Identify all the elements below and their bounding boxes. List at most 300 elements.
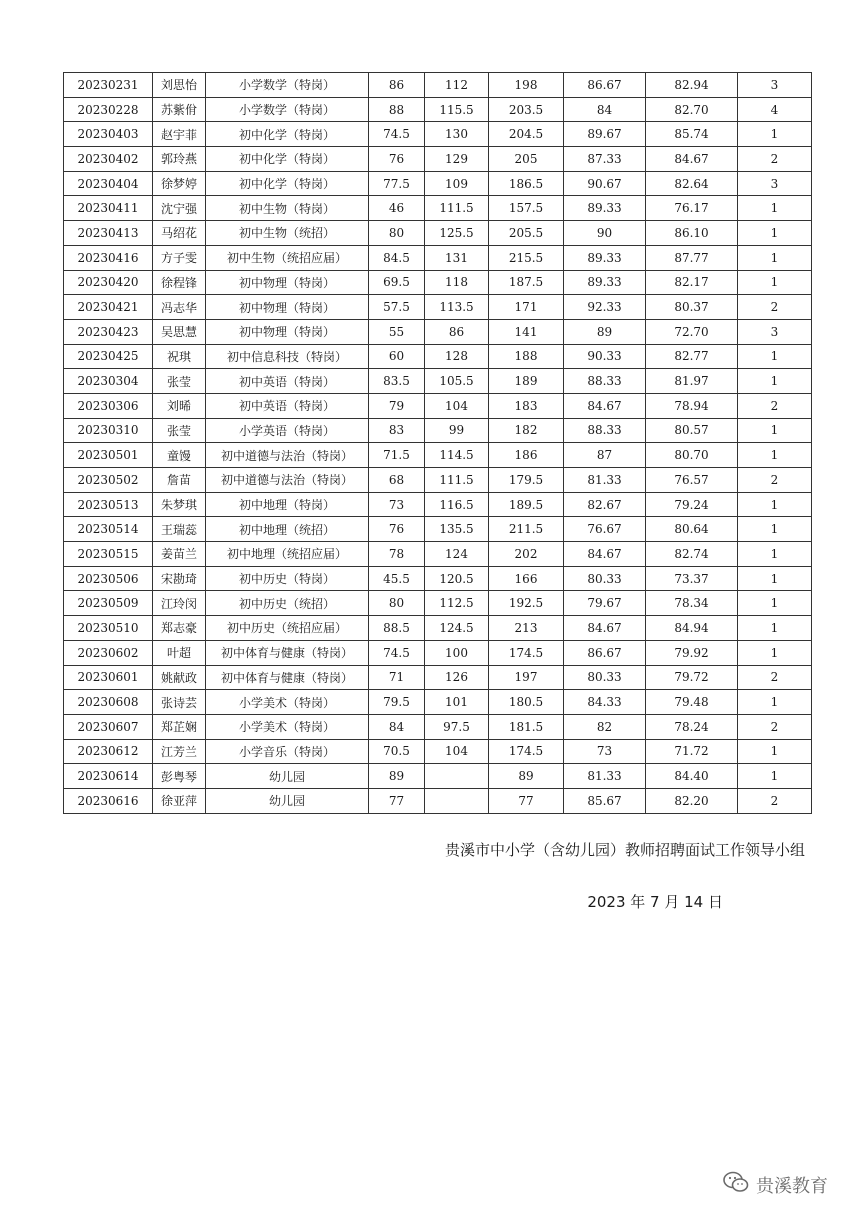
rank-cell: 1 [738,640,812,665]
final-score-cell: 84.40 [646,764,738,789]
position-cell: 初中地理（特岗） [206,492,369,517]
final-score-cell: 76.57 [646,468,738,493]
candidate-name-cell: 姚献政 [153,665,206,690]
rank-cell: 1 [738,418,812,443]
rank-cell: 1 [738,221,812,246]
table-row [64,616,812,641]
written-score-b-cell: 111.5 [425,196,489,221]
exam-id-cell: 20230510 [64,616,153,641]
written-score-a-cell: 71.5 [369,443,425,468]
written-score-b-cell: 112 [425,73,489,98]
position-cell: 初中信息科技（特岗） [206,344,369,369]
interview-score-cell: 82 [564,714,646,739]
table-row [64,369,812,394]
table-body [64,73,812,814]
written-total-cell: 180.5 [489,690,564,715]
written-score-b-cell: 105.5 [425,369,489,394]
candidate-name-cell: 姜苗兰 [153,542,206,567]
exam-id-cell: 20230608 [64,690,153,715]
written-score-b-cell: 128 [425,344,489,369]
written-score-b-cell: 115.5 [425,97,489,122]
written-score-b-cell: 104 [425,393,489,418]
exam-id-cell: 20230509 [64,591,153,616]
candidate-name-cell: 郑芷娴 [153,714,206,739]
exam-id-cell: 20230231 [64,73,153,98]
exam-id-cell: 20230404 [64,171,153,196]
position-cell: 幼儿园 [206,764,369,789]
interview-score-cell: 89.67 [564,122,646,147]
written-score-a-cell: 79 [369,393,425,418]
written-score-b-cell: 99 [425,418,489,443]
interview-score-cell: 81.33 [564,468,646,493]
written-score-a-cell: 74.5 [369,122,425,147]
rank-cell: 1 [738,616,812,641]
position-cell: 初中物理（特岗） [206,319,369,344]
watermark-text: 贵溪教育 [756,1175,828,1197]
rank-cell: 1 [738,591,812,616]
table-row [64,319,812,344]
written-score-a-cell: 89 [369,764,425,789]
written-score-b-cell: 124.5 [425,616,489,641]
rank-cell: 1 [738,739,812,764]
candidate-name-cell: 刘思怡 [153,73,206,98]
table-row [64,690,812,715]
interview-score-cell: 82.67 [564,492,646,517]
rank-cell: 1 [738,270,812,295]
final-score-cell: 84.67 [646,147,738,172]
final-score-cell: 80.64 [646,517,738,542]
written-score-a-cell: 73 [369,492,425,517]
interview-score-cell: 81.33 [564,764,646,789]
issue-date: 2023 年 7 月 14 日 [587,893,723,911]
rank-cell: 2 [738,788,812,813]
position-cell: 小学数学（特岗） [206,73,369,98]
position-cell: 小学英语（特岗） [206,418,369,443]
final-score-cell: 78.94 [646,393,738,418]
written-score-b-cell: 125.5 [425,221,489,246]
exam-id-cell: 20230413 [64,221,153,246]
written-score-a-cell: 71 [369,665,425,690]
position-cell: 初中生物（特岗） [206,196,369,221]
interview-score-cell: 92.33 [564,295,646,320]
exam-id-cell: 20230501 [64,443,153,468]
rank-cell: 2 [738,665,812,690]
final-score-cell: 79.92 [646,640,738,665]
written-score-b-cell [425,788,489,813]
results-table [63,72,812,814]
written-score-a-cell: 46 [369,196,425,221]
candidate-name-cell: 张诗芸 [153,690,206,715]
rank-cell: 1 [738,122,812,147]
table-row [64,196,812,221]
table-row [64,73,812,98]
written-total-cell: 198 [489,73,564,98]
final-score-cell: 78.34 [646,591,738,616]
final-score-cell: 82.20 [646,788,738,813]
final-score-cell: 87.77 [646,245,738,270]
table-row [64,517,812,542]
table-row [64,591,812,616]
position-cell: 初中道德与法治（特岗） [206,443,369,468]
written-score-a-cell: 77.5 [369,171,425,196]
interview-score-cell: 88.33 [564,418,646,443]
table-row [64,566,812,591]
rank-cell: 2 [738,468,812,493]
candidate-name-cell: 祝琪 [153,344,206,369]
written-score-a-cell: 78 [369,542,425,567]
written-score-b-cell: 130 [425,122,489,147]
rank-cell: 1 [738,566,812,591]
exam-id-cell: 20230502 [64,468,153,493]
written-total-cell: 166 [489,566,564,591]
written-score-a-cell: 77 [369,788,425,813]
exam-id-cell: 20230416 [64,245,153,270]
rank-cell: 2 [738,714,812,739]
table-row [64,739,812,764]
written-score-b-cell: 113.5 [425,295,489,320]
written-total-cell: 77 [489,788,564,813]
position-cell: 初中地理（统招） [206,517,369,542]
interview-score-cell: 89.33 [564,245,646,270]
written-total-cell: 189 [489,369,564,394]
interview-score-cell: 80.33 [564,665,646,690]
written-total-cell: 182 [489,418,564,443]
candidate-name-cell: 詹苗 [153,468,206,493]
position-cell: 幼儿园 [206,788,369,813]
table-row [64,788,812,813]
written-score-a-cell: 88.5 [369,616,425,641]
exam-id-cell: 20230513 [64,492,153,517]
rank-cell: 1 [738,542,812,567]
exam-id-cell: 20230602 [64,640,153,665]
rank-cell: 3 [738,171,812,196]
written-total-cell: 171 [489,295,564,320]
exam-id-cell: 20230402 [64,147,153,172]
position-cell: 小学美术（特岗） [206,714,369,739]
table-row [64,714,812,739]
written-total-cell: 189.5 [489,492,564,517]
candidate-name-cell: 沈宁强 [153,196,206,221]
written-total-cell: 181.5 [489,714,564,739]
interview-score-cell: 89.33 [564,196,646,221]
final-score-cell: 79.48 [646,690,738,715]
position-cell: 初中历史（统招应届） [206,616,369,641]
written-total-cell: 183 [489,393,564,418]
table-row [64,665,812,690]
interview-score-cell: 84.33 [564,690,646,715]
written-score-a-cell: 84.5 [369,245,425,270]
rank-cell: 2 [738,295,812,320]
final-score-cell: 82.94 [646,73,738,98]
final-score-cell: 82.64 [646,171,738,196]
rank-cell: 1 [738,196,812,221]
position-cell: 初中物理（特岗） [206,295,369,320]
written-score-a-cell: 69.5 [369,270,425,295]
written-total-cell: 186.5 [489,171,564,196]
watermark [722,1170,828,1199]
candidate-name-cell: 朱梦琪 [153,492,206,517]
written-score-a-cell: 80 [369,591,425,616]
table-row [64,171,812,196]
written-score-b-cell: 118 [425,270,489,295]
candidate-name-cell: 冯志华 [153,295,206,320]
candidate-name-cell: 苏紫佾 [153,97,206,122]
candidate-name-cell: 徐程锋 [153,270,206,295]
candidate-name-cell: 张莹 [153,369,206,394]
candidate-name-cell: 宋勘琦 [153,566,206,591]
exam-id-cell: 20230612 [64,739,153,764]
written-total-cell: 203.5 [489,97,564,122]
written-score-b-cell: 129 [425,147,489,172]
candidate-name-cell: 徐亚萍 [153,788,206,813]
exam-id-cell: 20230614 [64,764,153,789]
final-score-cell: 80.57 [646,418,738,443]
position-cell: 初中化学（特岗） [206,147,369,172]
exam-id-cell: 20230411 [64,196,153,221]
exam-id-cell: 20230304 [64,369,153,394]
rank-cell: 3 [738,73,812,98]
written-score-a-cell: 76 [369,147,425,172]
interview-score-cell: 80.33 [564,566,646,591]
interview-score-cell: 89.33 [564,270,646,295]
position-cell: 初中英语（特岗） [206,393,369,418]
written-score-b-cell: 126 [425,665,489,690]
written-score-a-cell: 74.5 [369,640,425,665]
interview-score-cell: 90.33 [564,344,646,369]
final-score-cell: 82.17 [646,270,738,295]
written-total-cell: 213 [489,616,564,641]
table-row [64,468,812,493]
exam-id-cell: 20230607 [64,714,153,739]
candidate-name-cell: 吴思慧 [153,319,206,344]
final-score-cell: 82.77 [646,344,738,369]
table-row [64,147,812,172]
candidate-name-cell: 方子雯 [153,245,206,270]
written-total-cell: 157.5 [489,196,564,221]
exam-id-cell: 20230616 [64,788,153,813]
written-score-a-cell: 83 [369,418,425,443]
final-score-cell: 86.10 [646,221,738,246]
written-total-cell: 192.5 [489,591,564,616]
table-row [64,764,812,789]
position-cell: 初中历史（统招） [206,591,369,616]
written-score-a-cell: 83.5 [369,369,425,394]
candidate-name-cell: 叶超 [153,640,206,665]
table-row [64,393,812,418]
written-score-b-cell: 131 [425,245,489,270]
written-total-cell: 174.5 [489,640,564,665]
written-score-b-cell: 114.5 [425,443,489,468]
final-score-cell: 72.70 [646,319,738,344]
written-score-b-cell: 100 [425,640,489,665]
written-total-cell: 186 [489,443,564,468]
written-total-cell: 202 [489,542,564,567]
table-row [64,418,812,443]
written-score-b-cell: 109 [425,171,489,196]
position-cell: 初中物理（特岗） [206,270,369,295]
final-score-cell: 81.97 [646,369,738,394]
position-cell: 初中化学（特岗） [206,122,369,147]
written-total-cell: 205.5 [489,221,564,246]
rank-cell: 1 [738,764,812,789]
wechat-icon [722,1170,750,1199]
interview-score-cell: 88.33 [564,369,646,394]
candidate-name-cell: 王瑞蕊 [153,517,206,542]
exam-id-cell: 20230425 [64,344,153,369]
exam-id-cell: 20230420 [64,270,153,295]
interview-score-cell: 84 [564,97,646,122]
candidate-name-cell: 刘晞 [153,393,206,418]
candidate-name-cell: 马绍花 [153,221,206,246]
written-score-b-cell: 116.5 [425,492,489,517]
position-cell: 小学美术（特岗） [206,690,369,715]
final-score-cell: 80.70 [646,443,738,468]
rank-cell: 1 [738,245,812,270]
rank-cell: 1 [738,344,812,369]
exam-id-cell: 20230306 [64,393,153,418]
exam-id-cell: 20230403 [64,122,153,147]
written-score-a-cell: 68 [369,468,425,493]
final-score-cell: 79.72 [646,665,738,690]
exam-id-cell: 20230310 [64,418,153,443]
written-total-cell: 211.5 [489,517,564,542]
written-total-cell: 197 [489,665,564,690]
final-score-cell: 84.94 [646,616,738,641]
position-cell: 初中道德与法治（特岗） [206,468,369,493]
written-total-cell: 179.5 [489,468,564,493]
rank-cell: 4 [738,97,812,122]
interview-score-cell: 87 [564,443,646,468]
table-row [64,295,812,320]
candidate-name-cell: 江芳兰 [153,739,206,764]
candidate-name-cell: 赵宇菲 [153,122,206,147]
written-score-b-cell: 111.5 [425,468,489,493]
rank-cell: 1 [738,369,812,394]
candidate-name-cell: 郑志豪 [153,616,206,641]
table-row [64,443,812,468]
final-score-cell: 85.74 [646,122,738,147]
candidate-name-cell: 张莹 [153,418,206,443]
written-total-cell: 215.5 [489,245,564,270]
interview-score-cell: 90.67 [564,171,646,196]
written-score-a-cell: 45.5 [369,566,425,591]
written-total-cell: 188 [489,344,564,369]
position-cell: 初中英语（特岗） [206,369,369,394]
written-total-cell: 141 [489,319,564,344]
written-total-cell: 89 [489,764,564,789]
written-score-a-cell: 70.5 [369,739,425,764]
written-score-b-cell: 97.5 [425,714,489,739]
interview-score-cell: 86.67 [564,640,646,665]
position-cell: 初中地理（统招应届） [206,542,369,567]
rank-cell: 3 [738,319,812,344]
final-score-cell: 80.37 [646,295,738,320]
final-score-cell: 71.72 [646,739,738,764]
written-score-b-cell: 104 [425,739,489,764]
written-score-a-cell: 55 [369,319,425,344]
exam-id-cell: 20230514 [64,517,153,542]
position-cell: 初中历史（特岗） [206,566,369,591]
written-score-a-cell: 84 [369,714,425,739]
candidate-name-cell: 徐梦婷 [153,171,206,196]
interview-score-cell: 84.67 [564,542,646,567]
table-row [64,492,812,517]
interview-score-cell: 89 [564,319,646,344]
table-row [64,344,812,369]
written-score-b-cell: 120.5 [425,566,489,591]
candidate-name-cell: 江玲闵 [153,591,206,616]
final-score-cell: 82.74 [646,542,738,567]
written-score-a-cell: 57.5 [369,295,425,320]
written-score-a-cell: 80 [369,221,425,246]
position-cell: 初中生物（统招） [206,221,369,246]
table-row [64,122,812,147]
table-row [64,640,812,665]
interview-score-cell: 85.67 [564,788,646,813]
candidate-name-cell: 童馒 [153,443,206,468]
exam-id-cell: 20230601 [64,665,153,690]
interview-score-cell: 73 [564,739,646,764]
position-cell: 初中化学（特岗） [206,171,369,196]
interview-score-cell: 84.67 [564,616,646,641]
written-score-a-cell: 86 [369,73,425,98]
table-row [64,542,812,567]
candidate-name-cell: 彭粤琴 [153,764,206,789]
written-total-cell: 204.5 [489,122,564,147]
position-cell: 初中生物（统招应届） [206,245,369,270]
written-total-cell: 174.5 [489,739,564,764]
issuing-organization: 贵溪市中小学（含幼儿园）教师招聘面试工作领导小组 [444,841,805,859]
final-score-cell: 79.24 [646,492,738,517]
written-score-b-cell: 101 [425,690,489,715]
written-score-b-cell: 86 [425,319,489,344]
written-total-cell: 187.5 [489,270,564,295]
written-score-b-cell: 135.5 [425,517,489,542]
position-cell: 小学音乐（特岗） [206,739,369,764]
table-row [64,97,812,122]
rank-cell: 1 [738,517,812,542]
position-cell: 小学数学（特岗） [206,97,369,122]
interview-score-cell: 90 [564,221,646,246]
interview-score-cell: 76.67 [564,517,646,542]
written-score-b-cell [425,764,489,789]
exam-id-cell: 20230423 [64,319,153,344]
exam-id-cell: 20230228 [64,97,153,122]
table-row [64,270,812,295]
written-score-a-cell: 60 [369,344,425,369]
exam-id-cell: 20230506 [64,566,153,591]
final-score-cell: 73.37 [646,566,738,591]
rank-cell: 1 [738,443,812,468]
final-score-cell: 76.17 [646,196,738,221]
written-total-cell: 205 [489,147,564,172]
written-score-b-cell: 124 [425,542,489,567]
final-score-cell: 82.70 [646,97,738,122]
interview-score-cell: 84.67 [564,393,646,418]
position-cell: 初中体育与健康（特岗） [206,640,369,665]
written-score-a-cell: 76 [369,517,425,542]
table-row [64,221,812,246]
table-row [64,245,812,270]
interview-score-cell: 87.33 [564,147,646,172]
rank-cell: 1 [738,492,812,517]
position-cell: 初中体育与健康（特岗） [206,665,369,690]
written-score-a-cell: 79.5 [369,690,425,715]
rank-cell: 2 [738,147,812,172]
written-score-b-cell: 112.5 [425,591,489,616]
interview-score-cell: 86.67 [564,73,646,98]
written-score-a-cell: 88 [369,97,425,122]
